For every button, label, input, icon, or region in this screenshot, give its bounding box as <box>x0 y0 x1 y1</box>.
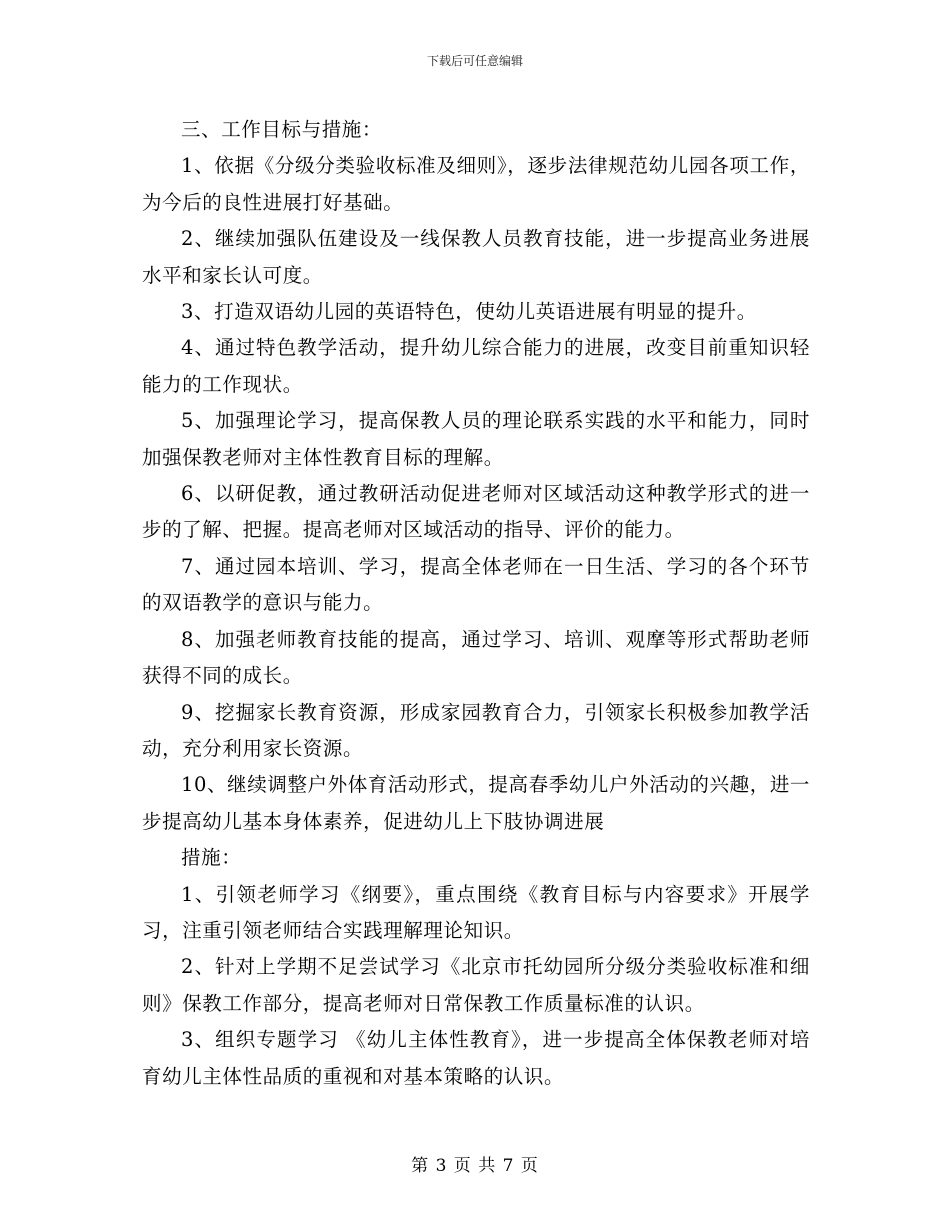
goal-item-1: 1、依据《分级分类验收标准及细则》，逐步法律规范幼儿园各项工作，为今后的良性进展打好基础。 <box>142 154 810 214</box>
goal-item-4: 4、通过特色教学活动，提升幼儿综合能力的进展，改变目前重知识轻能力的工作现状。 <box>142 336 810 396</box>
goal-item-8: 8、加强老师教育技能的提高，通过学习、培训、观摩等形式帮助老师获得不同的成长。 <box>142 627 810 688</box>
page-header: 下载后可任意编辑 <box>426 54 523 68</box>
goal-item-9: 9、挖掘家长教育资源，形成家园教育合力，引领家长积极参加教学活动，充分利用家长资源。 <box>142 700 810 760</box>
section-heading: 三、工作目标与措施： <box>181 118 383 141</box>
measure-item-3: 3、组织专题学习 《幼儿主体性教育》，进一步提高全体保教老师对培育幼儿主体性品质的重视和对基本策略的认识。 <box>142 1028 810 1088</box>
goal-item-7: 7、通过园本培训、学习，提高全体老师在一日生活、学习的各个环节的双语教学的意识与能力。 <box>142 554 810 615</box>
goal-item-5: 5、加强理论学习，提高保教人员的理论联系实践的水平和能力，同时加强保教老师对主体性教育目标的理解。 <box>142 409 810 469</box>
measure-item-2: 2、针对上学期不足尝试学习《北京市托幼园所分级分类验收标准和细则》保教工作部分，提高老师对日常保教工作质量标准的认识。 <box>142 955 810 1015</box>
goal-item-3: 3、打造双语幼儿园的英语特色，使幼儿英语进展有明显的提升。 <box>181 300 757 324</box>
measure-item-1: 1、引领老师学习《纲要》，重点围绕《教育目标与内容要求》开展学习，注重引领老师结合实践理解理论知识。 <box>142 882 810 942</box>
goal-item-6: 6、以研促教，通过教研活动促进老师对区域活动这种教学形式的进一步的了解、把握。提高老师对区域活动的指导、评价的能力。 <box>142 482 810 542</box>
document-body <box>142 112 810 1095</box>
page-number: 第 3 页 共 7 页 <box>411 1156 539 1176</box>
measures-heading: 措施： <box>181 846 242 870</box>
goal-item-10: 10、继续调整户外体育活动形式，提高春季幼儿户外活动的兴趣，进一步提高幼儿基本身体素养，促进幼儿上下肢协调进展 <box>142 773 811 833</box>
goal-item-2: 2、继续加强队伍建设及一线保教人员教育技能，进一步提高业务进展水平和家长认可度。 <box>142 227 810 287</box>
